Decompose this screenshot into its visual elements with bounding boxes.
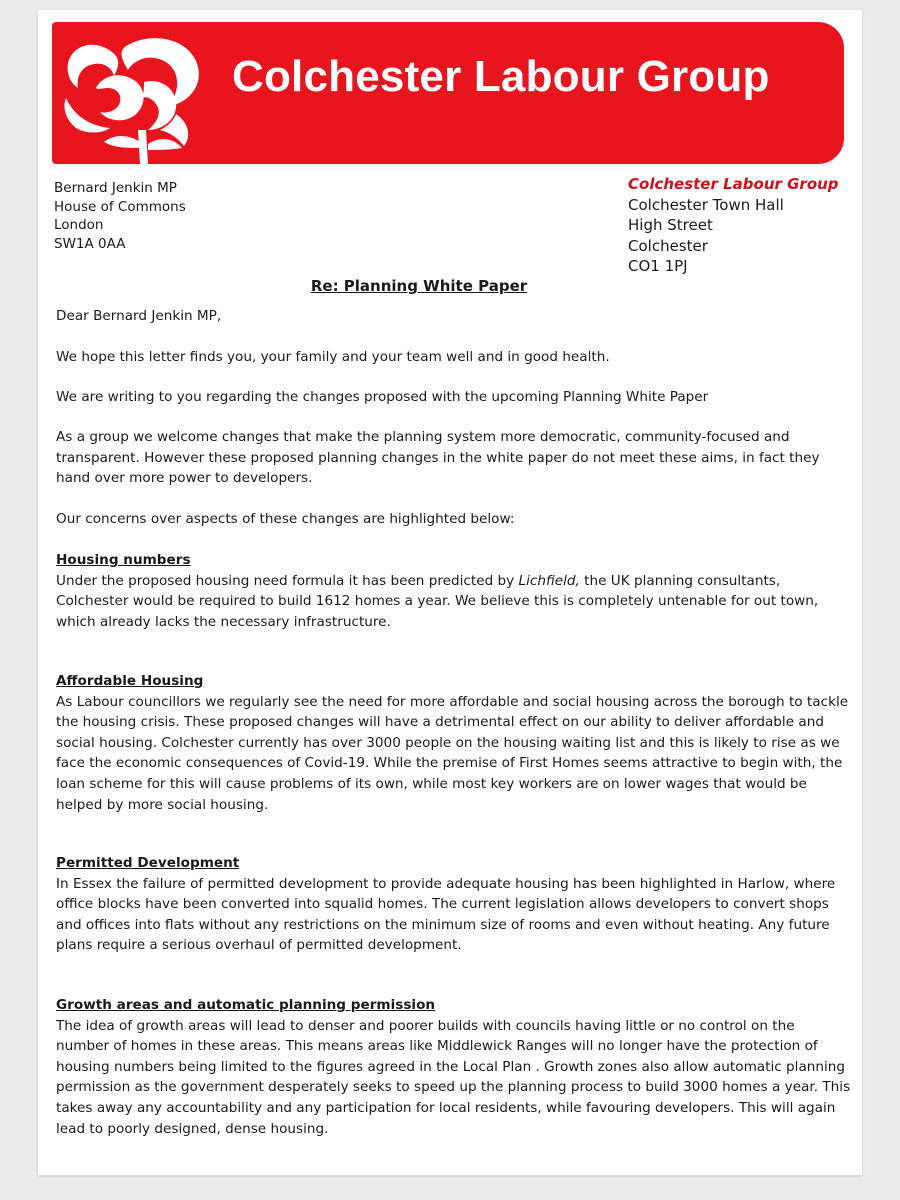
section-heading: Growth areas and automatic planning permission bbox=[56, 997, 436, 1013]
text-line: The idea of growth areas will lead to denser and poorer builds with councils having little or no control on the bbox=[56, 1017, 795, 1034]
text-run: Under the proposed housing need formula it has been predicted by bbox=[56, 572, 519, 589]
text-emphasis: Lichfield, bbox=[518, 572, 580, 589]
letter-page bbox=[38, 10, 862, 1175]
text-line: social housing. Colchester currently has over 3000 people on the housing waiting list and this is likely to rise as we bbox=[56, 734, 840, 751]
paragraph-welcome bbox=[56, 427, 846, 489]
letterhead-banner bbox=[52, 22, 844, 164]
text-line: lead to poorly designed, dense housing. bbox=[56, 1120, 329, 1137]
text-line: As Labour councillors we regularly see the need for more affordable and social housing across the borough to tackle bbox=[56, 693, 849, 710]
subject-line: Re: Planning White Paper bbox=[310, 277, 528, 295]
salutation: Dear Bernard Jenkin MP, bbox=[56, 308, 222, 324]
recipient-line: London bbox=[54, 217, 104, 233]
recipient-line: SW1A 0AA bbox=[54, 235, 126, 252]
recipient-line: House of Commons bbox=[54, 198, 186, 215]
sender-address bbox=[628, 174, 839, 277]
paragraph-purpose: We are writing to you regarding the changes proposed with the upcoming Planning White Paper bbox=[56, 389, 709, 405]
text-line: helped by more social housing. bbox=[56, 796, 269, 813]
sender-line: High Street bbox=[628, 216, 713, 235]
sender-org: Colchester Labour Group bbox=[628, 175, 839, 193]
section-growth-areas bbox=[56, 995, 851, 1139]
text-line: takes away any accountability and any participation for local residents, while favouring developers. This will again bbox=[56, 1099, 836, 1116]
text-line: housing numbers being limited to the figures agreed in the Local Plan . Growth zones also allow automatic planning bbox=[56, 1058, 846, 1075]
text-line: hand over more power to developers. bbox=[56, 470, 313, 487]
text-line: face the economic consequences of Covid-19. While the premise of First Homes seems attractive to begin with, the bbox=[56, 755, 843, 772]
paragraph-greeting: We hope this letter finds you, your family and your team well and in good health. bbox=[56, 349, 610, 365]
text-line: office blocks have been converted into squalid homes. The current legislation allows developers to convert shops bbox=[56, 896, 829, 913]
text-line bbox=[56, 571, 846, 592]
text-line: loan scheme for this will cause problems of its own, while most key workers are on lower wages that would be bbox=[56, 775, 807, 792]
text-line: the housing crisis. These proposed changes will have a detrimental effect on our ability to deliver affordable and bbox=[56, 714, 824, 731]
text-line: As a group we welcome changes that make the planning system more democratic, community-focused and bbox=[56, 429, 790, 445]
sender-line: Colchester Town Hall bbox=[628, 195, 784, 214]
text-line: permission as the government desperately seeks to speed up the planning process to build 3000 homes a year. This bbox=[56, 1079, 851, 1096]
section-heading: Housing numbers bbox=[56, 552, 191, 568]
sender-line: CO1 1PJ bbox=[628, 257, 688, 276]
section-permitted-development bbox=[56, 853, 846, 956]
recipient-address bbox=[54, 179, 186, 253]
recipient-line: Bernard Jenkin MP bbox=[54, 180, 177, 196]
section-affordable-housing bbox=[56, 671, 849, 815]
labour-rose-icon bbox=[56, 26, 216, 164]
text-line: Colchester would be required to build 1612 homes a year. We believe this is completely untenable for out town, bbox=[56, 593, 819, 610]
text-line: transparent. However these proposed planning changes in the white paper do not meet these aims, in fact they bbox=[56, 449, 820, 466]
sender-line: Colchester bbox=[628, 236, 708, 255]
section-housing-numbers bbox=[56, 550, 846, 632]
text-line: number of homes in these areas. This means areas like Middlewick Ranges will no longer have the protection of bbox=[56, 1038, 818, 1055]
text-line: plans require a serious overhaul of permitted development. bbox=[56, 937, 462, 954]
paragraph-concerns: Our concerns over aspects of these changes are highlighted below: bbox=[56, 511, 515, 527]
text-line: and offices into flats without any restrictions on the minimum size of rooms and even without heating. Any future bbox=[56, 916, 830, 933]
section-heading: Permitted Development bbox=[56, 855, 240, 871]
text-run: the UK planning consultants, bbox=[579, 572, 781, 589]
section-heading: Affordable Housing bbox=[56, 673, 204, 689]
text-line: which already lacks the necessary infrastructure. bbox=[56, 613, 391, 630]
text-line: In Essex the failure of permitted development to provide adequate housing has been highlighted in Harlow, where bbox=[56, 875, 836, 892]
banner-title: Colchester Labour Group bbox=[232, 52, 770, 101]
